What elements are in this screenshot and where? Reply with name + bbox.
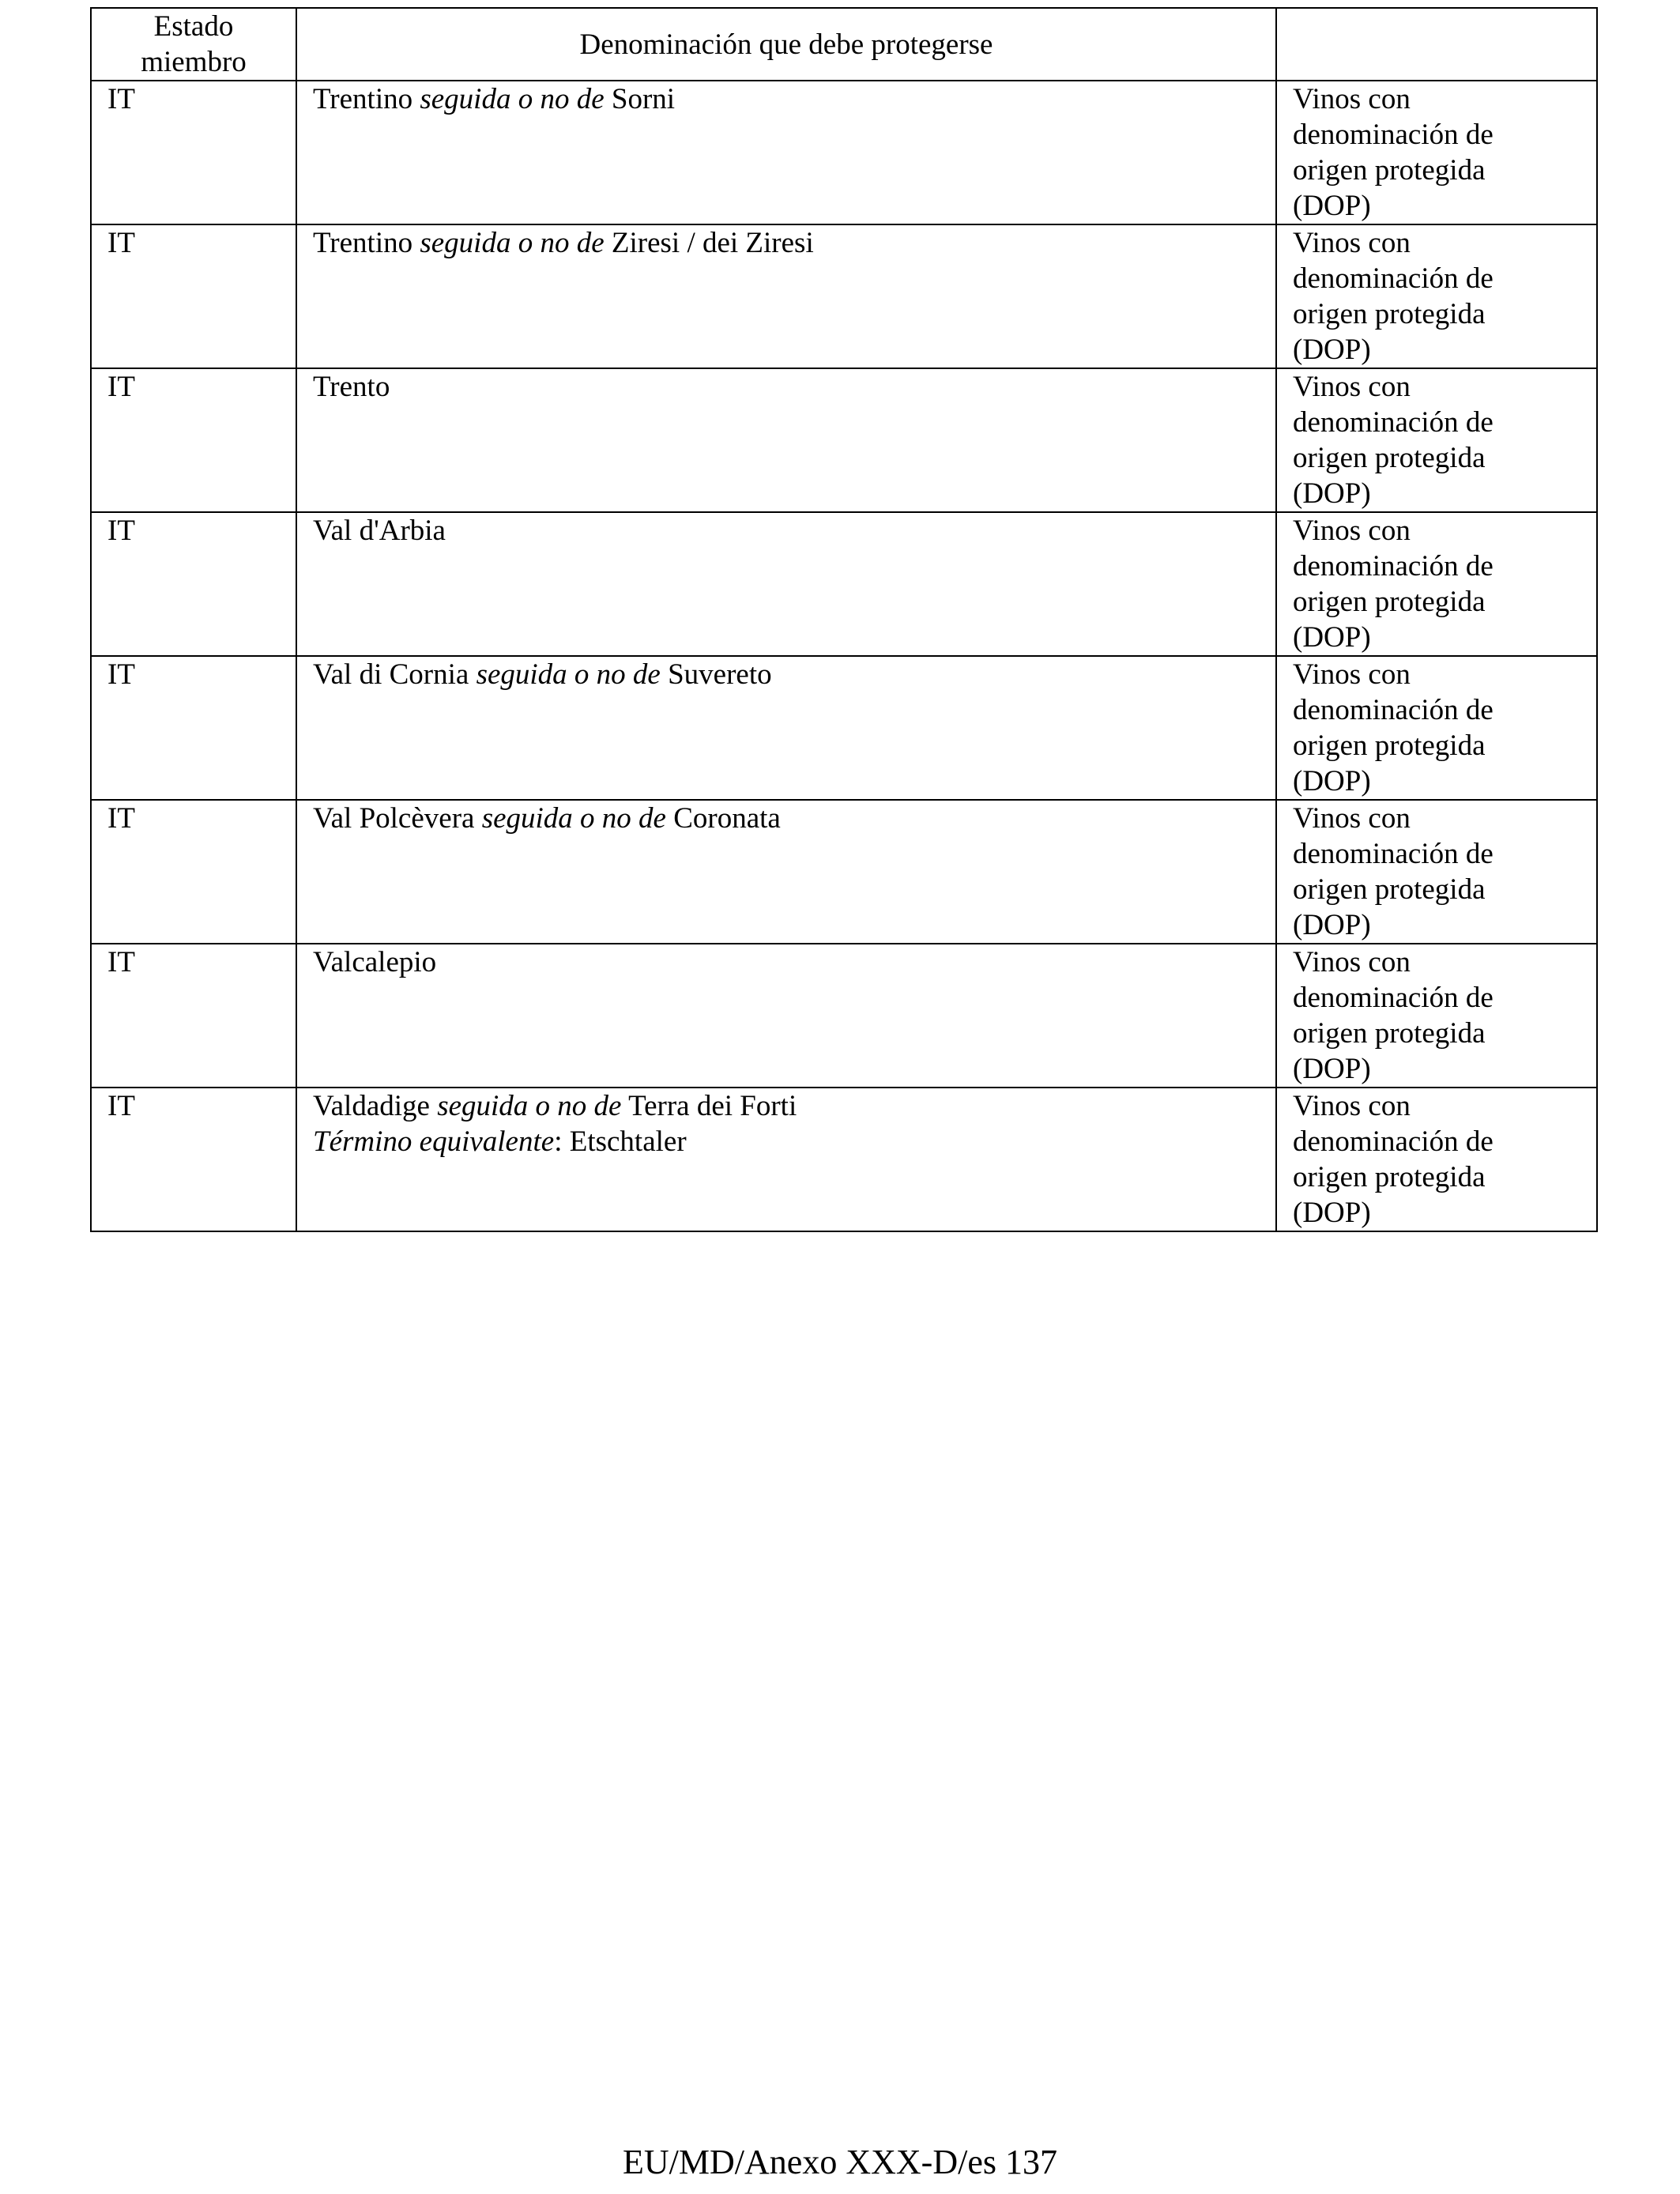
denomination-cell [296,512,1276,656]
category-line: denominación de [1293,262,1494,295]
table-row [91,81,1597,224]
member-state-cell: IT [91,656,296,800]
table-row [91,944,1597,1088]
category-line: (DOP) [1293,334,1371,366]
category-line: origen protegida [1293,1017,1486,1050]
denomination-text: Ziresi / dei Ziresi [604,227,814,259]
category-line: (DOP) [1293,765,1371,797]
category-cell [1276,224,1597,368]
category-line: origen protegida [1293,442,1486,474]
denomination-text: : Etschtaler [554,1125,687,1158]
table-header-row [91,8,1597,81]
category-line: (DOP) [1293,190,1371,222]
category-line: denominación de [1293,406,1494,439]
denomination-text: Trentino [313,83,420,115]
denomination-text: Val d'Arbia [313,515,446,547]
category-line: denominación de [1293,838,1494,870]
category-line: origen protegida [1293,298,1486,330]
category-cell [1276,1088,1597,1231]
category-cell [1276,800,1597,944]
table-row [91,512,1597,656]
geographical-indications-table [90,7,1598,1232]
member-state-cell: IT [91,81,296,224]
member-state-cell: IT [91,800,296,944]
category-line: (DOP) [1293,1197,1371,1229]
member-state-cell: IT [91,512,296,656]
category-cell [1276,512,1597,656]
category-line: denominación de [1293,119,1494,151]
denomination-italic-text: seguida o no de [420,227,605,259]
denomination-italic-text: seguida o no de [420,83,605,115]
member-state-cell: IT [91,368,296,512]
category-line: denominación de [1293,982,1494,1014]
category-line: Vinos con [1293,371,1411,403]
category-cell [1276,81,1597,224]
category-line: origen protegida [1293,729,1486,762]
denomination-text: Coronata [665,802,781,835]
category-line: Vinos con [1293,658,1411,691]
page-footer [0,2142,1680,2183]
category-line: (DOP) [1293,621,1371,654]
header-category [1276,8,1597,81]
member-state-cell: IT [91,1088,296,1231]
category-line: Vinos con [1293,802,1411,835]
category-cell [1276,944,1597,1088]
category-line: denominación de [1293,694,1494,726]
category-cell [1276,368,1597,512]
denomination-cell [296,224,1276,368]
denomination-italic-text: Término equivalente [313,1125,555,1158]
footer-reference: EU/MD/Anexo XXX-D/es 137 [623,2143,1057,2181]
denomination-text: Terra dei Forti [621,1090,797,1122]
denomination-cell [296,368,1276,512]
category-line: Vinos con [1293,515,1411,547]
category-line: Vinos con [1293,227,1411,259]
denomination-cell [296,944,1276,1088]
denomination-cell [296,1088,1276,1231]
denomination-text: Val di Cornia [313,658,477,691]
category-line: origen protegida [1293,873,1486,906]
category-line: Vinos con [1293,946,1411,978]
table-body [91,81,1597,1231]
table-row [91,224,1597,368]
denomination-text: Valcalepio [313,946,437,978]
category-line: (DOP) [1293,909,1371,941]
category-line: Vinos con [1293,1090,1411,1122]
denomination-cell [296,81,1276,224]
header-denomination [296,8,1276,81]
category-line: (DOP) [1293,1053,1371,1085]
header-member-state [91,8,296,81]
category-cell [1276,656,1597,800]
table-row [91,800,1597,944]
denomination-cell [296,800,1276,944]
denomination-italic-text: seguida o no de [481,802,666,835]
category-line: Vinos con [1293,83,1411,115]
header-member-state-label: Estado miembro [141,10,247,78]
category-line: denominación de [1293,1125,1494,1158]
category-line: origen protegida [1293,154,1486,187]
category-line: (DOP) [1293,477,1371,510]
denomination-text: Sorni [604,83,676,115]
denomination-italic-text: seguida o no de [437,1090,622,1122]
table-row [91,1088,1597,1231]
denomination-text: Trentino [313,227,420,259]
table-row [91,656,1597,800]
header-denomination-label: Denominación que debe protegerse [579,28,993,61]
category-line: origen protegida [1293,1161,1486,1193]
denomination-text: Val Polcèvera [313,802,482,835]
denomination-text: Suvereto [660,658,772,691]
denomination-text: Valdadige [313,1090,438,1122]
denomination-italic-text: seguida o no de [476,658,661,691]
member-state-cell: IT [91,944,296,1088]
table-row [91,368,1597,512]
denomination-text: Trento [313,371,390,403]
member-state-cell: IT [91,224,296,368]
category-line: denominación de [1293,550,1494,582]
denomination-cell [296,656,1276,800]
category-line: origen protegida [1293,586,1486,618]
